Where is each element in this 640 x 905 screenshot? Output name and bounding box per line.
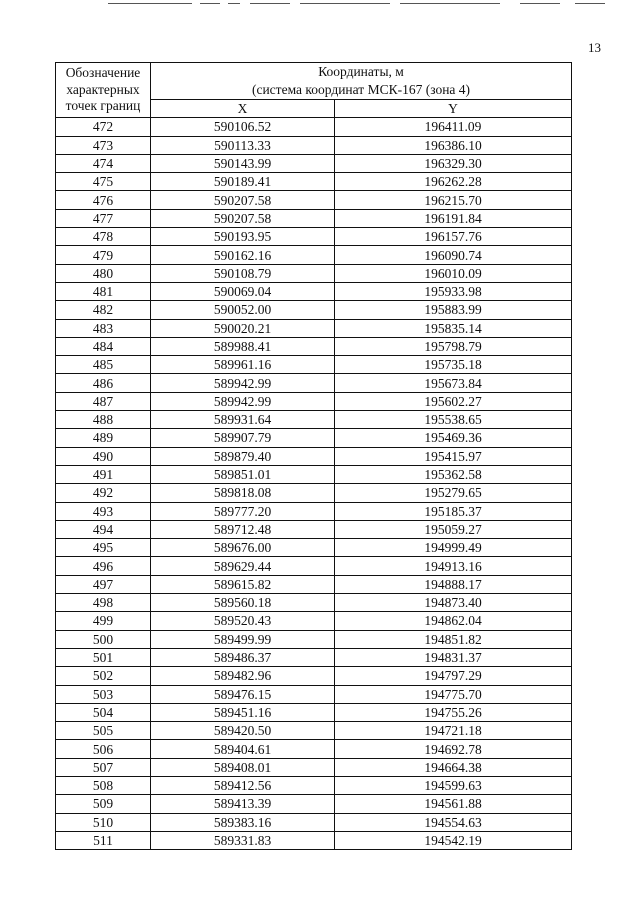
x-coordinate-cell: 589942.99 xyxy=(151,374,335,392)
x-coordinate-cell: 589629.44 xyxy=(151,557,335,575)
point-number-cell: 506 xyxy=(56,740,151,758)
y-coordinate-cell: 196411.09 xyxy=(335,118,572,136)
table-row xyxy=(56,154,572,172)
x-coordinate-cell: 589408.01 xyxy=(151,758,335,776)
table-row xyxy=(56,356,572,374)
y-coordinate-cell: 195735.18 xyxy=(335,356,572,374)
table-row xyxy=(56,282,572,300)
table-row xyxy=(56,209,572,227)
y-coordinate-cell: 194599.63 xyxy=(335,776,572,794)
point-number-cell: 505 xyxy=(56,722,151,740)
header-point-line: Обозначение xyxy=(65,65,141,81)
x-coordinate-cell: 590207.58 xyxy=(151,209,335,227)
y-coordinate-cell: 196157.76 xyxy=(335,228,572,246)
header-y: Y xyxy=(335,100,572,118)
point-number-cell: 492 xyxy=(56,484,151,502)
point-number-cell: 501 xyxy=(56,648,151,666)
header-point-line: характерных xyxy=(66,81,140,97)
point-number-cell: 484 xyxy=(56,337,151,355)
table-row xyxy=(56,191,572,209)
y-coordinate-cell: 195362.58 xyxy=(335,465,572,483)
y-coordinate-cell: 195798.79 xyxy=(335,337,572,355)
table-row xyxy=(56,740,572,758)
point-number-cell: 485 xyxy=(56,356,151,374)
scan-artifacts xyxy=(0,0,640,8)
x-coordinate-cell: 589712.48 xyxy=(151,520,335,538)
table-row xyxy=(56,228,572,246)
x-coordinate-cell: 589942.99 xyxy=(151,392,335,410)
point-number-cell: 500 xyxy=(56,630,151,648)
point-number-cell: 496 xyxy=(56,557,151,575)
table-row xyxy=(56,465,572,483)
point-number-cell: 493 xyxy=(56,502,151,520)
y-coordinate-cell: 194873.40 xyxy=(335,594,572,612)
y-coordinate-cell: 195883.99 xyxy=(335,301,572,319)
table-row xyxy=(56,594,572,612)
point-number-cell: 475 xyxy=(56,173,151,191)
x-coordinate-cell: 589413.39 xyxy=(151,795,335,813)
y-coordinate-cell: 194862.04 xyxy=(335,612,572,630)
x-coordinate-cell: 589907.79 xyxy=(151,429,335,447)
x-coordinate-cell: 590106.52 xyxy=(151,118,335,136)
x-coordinate-cell: 589851.01 xyxy=(151,465,335,483)
table-row xyxy=(56,429,572,447)
x-coordinate-cell: 590108.79 xyxy=(151,264,335,282)
point-number-cell: 474 xyxy=(56,154,151,172)
table-row xyxy=(56,264,572,282)
point-number-cell: 472 xyxy=(56,118,151,136)
point-number-cell: 481 xyxy=(56,282,151,300)
y-coordinate-cell: 194561.88 xyxy=(335,795,572,813)
table-row xyxy=(56,795,572,813)
x-coordinate-cell: 589404.61 xyxy=(151,740,335,758)
point-number-cell: 497 xyxy=(56,575,151,593)
point-number-cell: 483 xyxy=(56,319,151,337)
table-row xyxy=(56,246,572,264)
y-coordinate-cell: 195602.27 xyxy=(335,392,572,410)
table-row xyxy=(56,722,572,740)
header-point-line: точек границ xyxy=(65,98,141,114)
point-number-cell: 508 xyxy=(56,776,151,794)
table-row xyxy=(56,648,572,666)
x-coordinate-cell: 590207.58 xyxy=(151,191,335,209)
y-coordinate-cell: 195538.65 xyxy=(335,411,572,429)
table-row xyxy=(56,813,572,831)
y-coordinate-cell: 196191.84 xyxy=(335,209,572,227)
x-coordinate-cell: 590020.21 xyxy=(151,319,335,337)
y-coordinate-cell: 195059.27 xyxy=(335,520,572,538)
x-coordinate-cell: 589383.16 xyxy=(151,813,335,831)
point-number-cell: 473 xyxy=(56,136,151,154)
y-coordinate-cell: 194664.38 xyxy=(335,758,572,776)
header-point-designation xyxy=(56,63,151,118)
point-number-cell: 487 xyxy=(56,392,151,410)
y-coordinate-cell: 194721.18 xyxy=(335,722,572,740)
point-number-cell: 511 xyxy=(56,831,151,849)
x-coordinate-cell: 589420.50 xyxy=(151,722,335,740)
header-x: X xyxy=(151,100,335,118)
table-row xyxy=(56,685,572,703)
y-coordinate-cell: 195933.98 xyxy=(335,282,572,300)
table-row xyxy=(56,301,572,319)
point-number-cell: 478 xyxy=(56,228,151,246)
point-number-cell: 479 xyxy=(56,246,151,264)
y-coordinate-cell: 195185.37 xyxy=(335,502,572,520)
x-coordinate-cell: 589331.83 xyxy=(151,831,335,849)
y-coordinate-cell: 195673.84 xyxy=(335,374,572,392)
y-coordinate-cell: 195415.97 xyxy=(335,447,572,465)
point-number-cell: 510 xyxy=(56,813,151,831)
table-row xyxy=(56,539,572,557)
y-coordinate-cell: 196386.10 xyxy=(335,136,572,154)
x-coordinate-cell: 589988.41 xyxy=(151,337,335,355)
table-row xyxy=(56,557,572,575)
y-coordinate-cell: 196262.28 xyxy=(335,173,572,191)
table-row xyxy=(56,758,572,776)
table-row xyxy=(56,447,572,465)
x-coordinate-cell: 590189.41 xyxy=(151,173,335,191)
point-number-cell: 477 xyxy=(56,209,151,227)
x-coordinate-cell: 589615.82 xyxy=(151,575,335,593)
table-row xyxy=(56,776,572,794)
table-row xyxy=(56,703,572,721)
y-coordinate-cell: 194554.63 xyxy=(335,813,572,831)
table-row xyxy=(56,612,572,630)
table-row xyxy=(56,667,572,685)
point-number-cell: 489 xyxy=(56,429,151,447)
x-coordinate-cell: 590069.04 xyxy=(151,282,335,300)
point-number-cell: 507 xyxy=(56,758,151,776)
y-coordinate-cell: 194913.16 xyxy=(335,557,572,575)
table-row xyxy=(56,575,572,593)
point-number-cell: 490 xyxy=(56,447,151,465)
point-number-cell: 503 xyxy=(56,685,151,703)
point-number-cell: 482 xyxy=(56,301,151,319)
y-coordinate-cell: 194775.70 xyxy=(335,685,572,703)
x-coordinate-cell: 589520.43 xyxy=(151,612,335,630)
y-coordinate-cell: 196010.09 xyxy=(335,264,572,282)
x-coordinate-cell: 589451.16 xyxy=(151,703,335,721)
x-coordinate-cell: 590052.00 xyxy=(151,301,335,319)
y-coordinate-cell: 194797.29 xyxy=(335,667,572,685)
table-row xyxy=(56,520,572,538)
point-number-cell: 476 xyxy=(56,191,151,209)
header-coordinates-line: (система координат МСК-167 (зона 4) xyxy=(251,82,471,97)
point-number-cell: 495 xyxy=(56,539,151,557)
y-coordinate-cell: 194888.17 xyxy=(335,575,572,593)
x-coordinate-cell: 589961.16 xyxy=(151,356,335,374)
table-row xyxy=(56,831,572,849)
table-body xyxy=(56,118,572,850)
x-coordinate-cell: 589676.00 xyxy=(151,539,335,557)
y-coordinate-cell: 195469.36 xyxy=(335,429,572,447)
y-coordinate-cell: 196090.74 xyxy=(335,246,572,264)
x-coordinate-cell: 589931.64 xyxy=(151,411,335,429)
y-coordinate-cell: 194999.49 xyxy=(335,539,572,557)
point-number-cell: 494 xyxy=(56,520,151,538)
table-row xyxy=(56,136,572,154)
x-coordinate-cell: 590143.99 xyxy=(151,154,335,172)
y-coordinate-cell: 194542.19 xyxy=(335,831,572,849)
table-row xyxy=(56,374,572,392)
x-coordinate-cell: 590193.95 xyxy=(151,228,335,246)
table-row xyxy=(56,502,572,520)
y-coordinate-cell: 195279.65 xyxy=(335,484,572,502)
table-row xyxy=(56,630,572,648)
y-coordinate-cell: 194692.78 xyxy=(335,740,572,758)
x-coordinate-cell: 589486.37 xyxy=(151,648,335,666)
coordinates-table xyxy=(55,62,572,850)
x-coordinate-cell: 590162.16 xyxy=(151,246,335,264)
point-number-cell: 499 xyxy=(56,612,151,630)
x-coordinate-cell: 589818.08 xyxy=(151,484,335,502)
x-coordinate-cell: 590113.33 xyxy=(151,136,335,154)
x-coordinate-cell: 589499.99 xyxy=(151,630,335,648)
y-coordinate-cell: 194851.82 xyxy=(335,630,572,648)
x-coordinate-cell: 589482.96 xyxy=(151,667,335,685)
point-number-cell: 502 xyxy=(56,667,151,685)
table-row xyxy=(56,173,572,191)
x-coordinate-cell: 589879.40 xyxy=(151,447,335,465)
y-coordinate-cell: 196329.30 xyxy=(335,154,572,172)
x-coordinate-cell: 589777.20 xyxy=(151,502,335,520)
header-coordinates-line: Координаты, м xyxy=(318,64,404,79)
point-number-cell: 486 xyxy=(56,374,151,392)
y-coordinate-cell: 195835.14 xyxy=(335,319,572,337)
table-row xyxy=(56,319,572,337)
table-row xyxy=(56,392,572,410)
point-number-cell: 504 xyxy=(56,703,151,721)
x-coordinate-cell: 589560.18 xyxy=(151,594,335,612)
x-coordinate-cell: 589412.56 xyxy=(151,776,335,794)
point-number-cell: 491 xyxy=(56,465,151,483)
table-row xyxy=(56,484,572,502)
point-number-cell: 498 xyxy=(56,594,151,612)
table-row xyxy=(56,411,572,429)
table-row xyxy=(56,337,572,355)
point-number-cell: 509 xyxy=(56,795,151,813)
point-number-cell: 480 xyxy=(56,264,151,282)
y-coordinate-cell: 196215.70 xyxy=(335,191,572,209)
y-coordinate-cell: 194755.26 xyxy=(335,703,572,721)
y-coordinate-cell: 194831.37 xyxy=(335,648,572,666)
header-coordinates xyxy=(151,63,572,100)
page-number: 13 xyxy=(588,40,601,55)
table-row xyxy=(56,118,572,136)
x-coordinate-cell: 589476.15 xyxy=(151,685,335,703)
point-number-cell: 488 xyxy=(56,411,151,429)
